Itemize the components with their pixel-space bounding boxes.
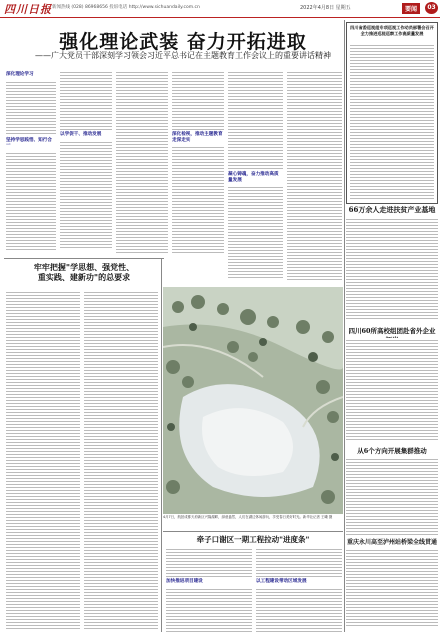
left-lower-headline <box>4 262 164 282</box>
news-photo <box>163 287 343 514</box>
filler-text-block <box>60 140 112 250</box>
center-lower-column-1 <box>166 547 252 633</box>
filler-text-block <box>256 587 342 633</box>
filler-text-block <box>350 43 434 199</box>
right-headline-3: 从6个方向开展集群推动 <box>357 447 427 455</box>
lead-article-column-2 <box>60 70 112 253</box>
filler-text-block <box>116 70 168 253</box>
filler-text-block <box>6 290 80 630</box>
left-lower-headline-line-1: 牢牢把握"学思想、强党性、 <box>33 262 135 272</box>
column-divider <box>344 20 345 632</box>
lead-subheading-4: 深化检视，推动主题教育走深走实 <box>172 132 223 143</box>
filler-text-block <box>346 217 438 320</box>
filler-text-block <box>166 547 252 577</box>
section-label: 要闻 <box>402 3 420 14</box>
center-lower-subheading-1: 加快推进项目建设 <box>166 579 203 584</box>
right-headline-4: 重庆永川高至泸州站桥梁全线贯通 <box>346 539 437 546</box>
filler-text-block <box>346 457 438 535</box>
masthead-contact-info: 新闻热线 (028) 86968656 投诉电话 http://www.sichuandaily.com.cn <box>52 5 200 10</box>
lead-article-column-5 <box>228 70 283 280</box>
left-lower-headline-line-2: 重实践、建新功"的总要求 <box>37 272 131 282</box>
column-divider <box>161 258 162 632</box>
filler-text-block <box>346 548 438 628</box>
photo-caption: 4月7日，航拍成都天府新区兴隆湖畔，绿意盎然，人们在湖边休闲游玩，享受春日美好时光。新华社记者 王曦 摄 <box>163 515 333 519</box>
right-box-title: 四川省委巡视组专项巡视工作动员部署会召开 <box>350 25 434 30</box>
filler-text-block <box>287 70 342 280</box>
lead-article-column-3 <box>116 70 168 253</box>
center-lower-headline: 牵子口谢区一期工程拉动"进度条" <box>196 535 310 544</box>
center-lower-subheading-2: 以工程建设带动区域发展 <box>256 579 307 584</box>
lead-article-column-6 <box>287 70 342 280</box>
filler-text-block <box>256 547 342 577</box>
filler-text-block <box>228 185 283 280</box>
page-number: 03 <box>425 2 438 14</box>
filler-text-block <box>346 338 438 442</box>
masthead <box>0 0 440 18</box>
right-top-boxed-article <box>346 22 438 204</box>
issue-date: 2022年4月8日 星期五 <box>300 5 351 11</box>
center-lower-column-2 <box>256 547 342 633</box>
divider <box>4 258 164 259</box>
right-headline-1: 66万余人走进扶贫产业基地 <box>348 205 436 214</box>
filler-text-block <box>228 70 283 170</box>
aerial-lake-photo <box>163 287 343 514</box>
right-headline-2: 四川60所高校组团赴省外企业 <box>348 327 436 335</box>
filler-text-block <box>172 70 224 130</box>
lead-headline: 强化理论武装 奋力开拓进取 <box>59 31 307 53</box>
lead-subheading-1: 深化理论学习 <box>6 72 34 77</box>
lead-subhead: ——广大党员干部深刻学习领会习近平总书记在主题教育工作会议上的重要讲话精神 <box>35 51 331 60</box>
lead-subheading-3: 以学促干、推动发展 <box>60 132 102 137</box>
divider <box>163 531 343 532</box>
filler-text-block <box>166 587 252 633</box>
lead-article-column-1 <box>6 70 56 253</box>
filler-text-block <box>6 151 56 251</box>
filler-text-block <box>172 145 224 253</box>
filler-text-block <box>84 290 158 630</box>
right-box-subtitle: 全力推进巡视巡察工作高质量发展 <box>360 31 424 36</box>
filler-text-block <box>60 70 112 130</box>
lead-article-column-4 <box>172 70 224 253</box>
lead-subheading-5: 凝心铸魂，奋力推动高质量发展 <box>228 172 279 183</box>
newspaper-logo: 四川日报 <box>4 3 52 16</box>
lead-subheading-2: 坚持学思践悟、知行合一 <box>6 137 52 148</box>
filler-text-block <box>6 80 56 136</box>
